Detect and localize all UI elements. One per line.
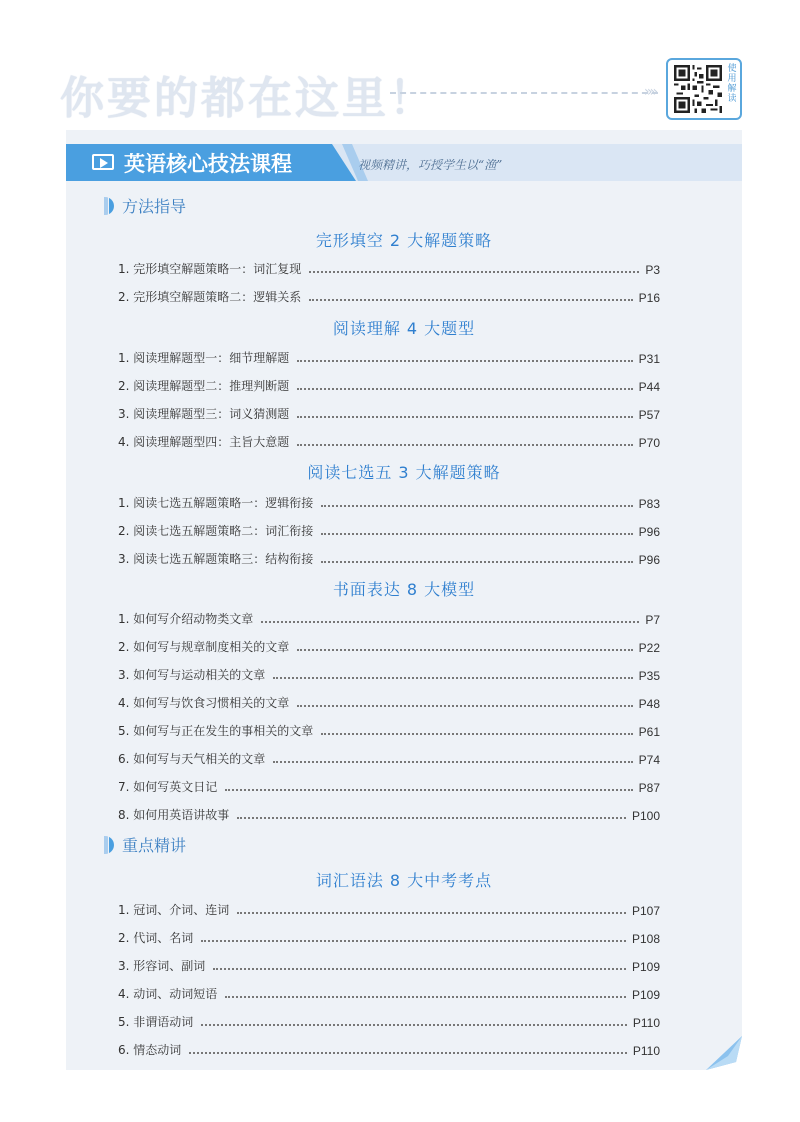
toc-label: 2. 完形填空解题策略二：逻辑关系 <box>118 290 302 304</box>
toc-leader-dots <box>297 649 632 651</box>
toc-label: 3. 形容词、副词 <box>118 959 206 973</box>
toc-row[interactable] <box>118 521 660 539</box>
group-title: 词汇语法 8 大中考考点 <box>315 871 493 890</box>
toc-row[interactable] <box>118 805 660 823</box>
toc-label: 4. 如何写与饮食习惯相关的文章 <box>118 696 290 710</box>
section-header <box>66 144 742 181</box>
toc-label: 6. 情态动词 <box>118 1043 182 1057</box>
toc-label: 2. 阅读理解题型二：推理判断题 <box>118 379 290 393</box>
toc-label: 6. 如何写与天气相关的文章 <box>118 752 266 766</box>
toc-page: P110 <box>632 1016 660 1030</box>
toc-label: 2. 如何写与规章制度相关的文章 <box>118 640 290 654</box>
toc-page: P44 <box>638 380 660 394</box>
toc-page: P3 <box>645 263 660 277</box>
toc-page: P61 <box>638 725 660 739</box>
toc-row[interactable] <box>118 376 660 394</box>
toc-row[interactable] <box>118 1040 660 1058</box>
toc-page: P22 <box>638 641 660 655</box>
toc-leader-dots <box>321 561 632 563</box>
toc-row[interactable] <box>118 749 660 767</box>
toc-leader-dots <box>273 761 632 763</box>
group-title: 完形填空 2 大解题策略 <box>315 231 493 250</box>
toc-page: P7 <box>645 613 660 627</box>
toc-leader-dots <box>297 416 632 418</box>
banner-arrows: »» <box>644 84 656 100</box>
toc-leader-dots <box>201 1024 627 1026</box>
group-title: 书面表达 8 大模型 <box>332 580 476 599</box>
toc-row[interactable] <box>118 1012 660 1030</box>
guide-label: 重点精讲 <box>122 836 187 855</box>
toc-row[interactable] <box>118 609 660 627</box>
toc-page: P87 <box>638 781 660 795</box>
toc-leader-dots <box>261 621 639 623</box>
toc-page: P83 <box>638 497 660 511</box>
group-title: 阅读七选五 3 大解题策略 <box>307 463 501 482</box>
toc-leader-dots <box>309 299 632 301</box>
toc-row[interactable] <box>118 287 660 305</box>
toc-page: P74 <box>638 753 660 767</box>
toc-leader-dots <box>297 360 632 362</box>
toc-page: P31 <box>638 352 660 366</box>
toc-row[interactable] <box>118 637 660 655</box>
toc-leader-dots <box>225 789 632 791</box>
toc-row[interactable] <box>118 693 660 711</box>
toc-page: P108 <box>631 932 660 946</box>
toc-row[interactable] <box>118 493 660 511</box>
toc-leader-dots <box>201 940 626 942</box>
toc-page: P16 <box>638 291 660 305</box>
toc-label: 5. 非谓语动词 <box>118 1015 194 1029</box>
toc-leader-dots <box>321 733 632 735</box>
toc-leader-dots <box>297 444 632 446</box>
toc-leader-dots <box>297 705 632 707</box>
toc-page: P96 <box>638 553 660 567</box>
top-banner <box>0 0 800 130</box>
toc-label: 3. 如何写与运动相关的文章 <box>118 668 266 682</box>
page-fold-corner <box>706 1036 742 1070</box>
toc-page: P107 <box>631 904 660 918</box>
toc-row[interactable] <box>118 665 660 683</box>
toc-label: 1. 完形填空解题策略一：词汇复现 <box>118 262 302 276</box>
toc-page: P109 <box>631 988 660 1002</box>
toc-row[interactable] <box>118 928 660 946</box>
banner-title: 你要的都在这里！ <box>60 73 436 124</box>
toc-leader-dots <box>225 996 626 998</box>
guide-label: 方法指导 <box>122 197 187 216</box>
toc-leader-dots <box>273 677 632 679</box>
toc-leader-dots <box>321 505 632 507</box>
toc-leader-dots <box>321 533 632 535</box>
toc-row[interactable] <box>118 956 660 974</box>
toc-label: 8. 如何用英语讲故事 <box>118 808 230 822</box>
toc-row[interactable] <box>118 404 660 422</box>
toc-label: 1. 冠词、介词、连词 <box>118 903 230 917</box>
toc-row[interactable] <box>118 432 660 450</box>
group-title: 阅读理解 4 大题型 <box>332 319 476 338</box>
toc-label: 1. 如何写介绍动物类文章 <box>118 612 254 626</box>
toc-row[interactable] <box>118 900 660 918</box>
toc-page: P35 <box>638 669 660 683</box>
toc-label: 3. 阅读七选五解题策略三：结构衔接 <box>118 552 314 566</box>
toc-page: P100 <box>631 809 660 823</box>
toc-label: 4. 阅读理解题型四：主旨大意题 <box>118 435 290 449</box>
toc-leader-dots <box>213 968 626 970</box>
toc-label: 1. 阅读七选五解题策略一：逻辑衔接 <box>118 496 314 510</box>
qr-label: 使用解读 <box>727 64 737 104</box>
toc-label: 5. 如何写与正在发生的事相关的文章 <box>118 724 314 738</box>
toc-label: 7. 如何写英文日记 <box>118 780 218 794</box>
toc-row[interactable] <box>118 259 660 277</box>
toc-leader-dots <box>189 1052 627 1054</box>
qr-code-box[interactable] <box>666 58 742 120</box>
toc-row[interactable] <box>118 777 660 795</box>
toc-leader-dots <box>309 271 639 273</box>
section-subtitle: 视频精讲，巧授学生以“渔” <box>358 158 503 172</box>
toc-label: 2. 代词、名词 <box>118 931 194 945</box>
toc-row[interactable] <box>118 721 660 739</box>
toc-page: P110 <box>632 1044 660 1058</box>
toc-leader-dots <box>297 388 632 390</box>
toc-leader-dots <box>237 912 626 914</box>
toc-page: P109 <box>631 960 660 974</box>
toc-row[interactable] <box>118 984 660 1002</box>
toc-label: 3. 阅读理解题型三：词义猜测题 <box>118 407 290 421</box>
banner-dashed-line <box>390 92 658 94</box>
toc-page: P57 <box>638 408 660 422</box>
toc-page: P70 <box>638 436 660 450</box>
toc-leader-dots <box>237 817 626 819</box>
toc-label: 1. 阅读理解题型一：细节理解题 <box>118 351 290 365</box>
toc-page: P48 <box>638 697 660 711</box>
toc-row[interactable] <box>118 549 660 567</box>
section-title: 英语核心技法课程 <box>124 152 292 176</box>
toc-label: 4. 动词、动词短语 <box>118 987 218 1001</box>
toc-page: P96 <box>638 525 660 539</box>
video-play-icon <box>92 154 114 170</box>
qr-code-icon <box>674 65 722 113</box>
toc-label: 2. 阅读七选五解题策略二：词汇衔接 <box>118 524 314 538</box>
toc-row[interactable] <box>118 348 660 366</box>
